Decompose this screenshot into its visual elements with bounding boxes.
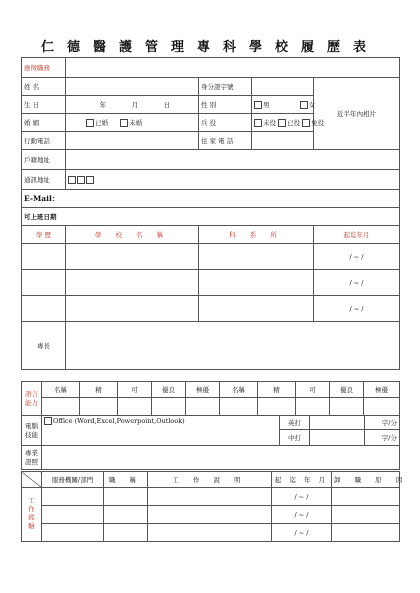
male-checkbox[interactable] [254, 101, 262, 109]
edu-header-period: 起迄年月 [314, 226, 400, 244]
not-served-checkbox[interactable] [254, 119, 262, 127]
edu-row [22, 296, 400, 322]
edu-period[interactable]: / ~ / [314, 296, 400, 322]
married-checkbox[interactable] [86, 119, 94, 127]
birth-field[interactable]: 年 月 日 [66, 96, 199, 114]
zip-box-1[interactable] [68, 176, 76, 184]
military-label: 兵 役 [199, 114, 252, 132]
mobile-label: 行動電話 [22, 132, 66, 150]
work-table: 服務機關/部門 職 稱 工 作 說 明 起 迄 年 月 卸 職 原 因 工作經驗 / ~ / / ~ / / ~ / [21, 471, 400, 542]
language-table: 語言能力 名稱 精 可 優良 極優 名稱 精 可 優良 極優 [21, 381, 400, 416]
email-field[interactable]: E-Mail： [22, 190, 400, 208]
language-row [22, 398, 400, 416]
edu-header-school: 學 校 名 稱 [66, 226, 199, 244]
photo-box[interactable]: 近半年內相片 [314, 78, 400, 150]
computer-label: 電腦技能 [22, 416, 42, 446]
birth-label: 生 日 [22, 96, 66, 114]
license-field[interactable] [42, 446, 400, 470]
home-phone-label: 住 家 電 話 [199, 132, 252, 150]
zip-box-3[interactable] [86, 176, 94, 184]
name-label: 姓 名 [22, 78, 66, 96]
mobile-field[interactable] [66, 132, 199, 150]
office-checkbox[interactable] [44, 417, 52, 425]
served-checkbox[interactable] [278, 119, 286, 127]
military-field: 未役 已役 免役 [252, 114, 314, 132]
language-label: 語言能力 [22, 382, 42, 416]
female-checkbox[interactable] [300, 101, 308, 109]
id-label: 身分證字號 [199, 78, 252, 96]
work-row: / ~ / [22, 506, 400, 524]
skills-field[interactable] [66, 322, 400, 370]
page-title: 仁德醫護管理專科學校履歷表 [40, 40, 379, 55]
mail-address-label: 通訊地址 [22, 170, 66, 190]
gender-label: 性 別 [199, 96, 252, 114]
apply-position-field[interactable] [66, 58, 400, 78]
registered-address-field[interactable] [66, 150, 400, 170]
start-date-field[interactable]: 可上班日期 [22, 208, 400, 226]
apply-position-label: 應徵職務 [22, 58, 66, 78]
single-checkbox[interactable] [120, 119, 128, 127]
edu-period[interactable]: / ~ / [314, 270, 400, 296]
name-field[interactable] [66, 78, 199, 96]
en-typing-field[interactable] [310, 416, 365, 430]
registered-address-label: 戶籍地址 [22, 150, 66, 170]
resume-table [21, 57, 400, 370]
work-corner [22, 472, 42, 488]
work-row: / ~ / [22, 524, 400, 542]
zip-box-2[interactable] [77, 176, 85, 184]
exempt-checkbox[interactable] [302, 119, 310, 127]
zh-typing-field[interactable] [310, 430, 365, 446]
mail-address-field[interactable] [66, 170, 400, 190]
id-field[interactable] [252, 78, 314, 96]
edu-row [22, 270, 400, 296]
work-label: 工作經驗 [22, 488, 42, 542]
home-phone-field[interactable] [252, 132, 314, 150]
edu-header-degree: 學 歷 [22, 226, 66, 244]
work-row: 工作經驗 / ~ / [22, 488, 400, 506]
marriage-field: 已婚 未婚 [66, 114, 199, 132]
edu-row [22, 244, 400, 270]
marriage-label: 婚 姻 [22, 114, 66, 132]
edu-header-dept: 科 系 所 [199, 226, 314, 244]
computer-table: 電腦技能 Office (Word,Excel,Powerpoint,Outlook) 英打 字/分 中打 字/分 專業證照 [21, 415, 400, 470]
gender-field: 男 女 [252, 96, 314, 114]
edu-period[interactable]: / ~ / [314, 244, 400, 270]
license-label: 專業證照 [22, 446, 42, 470]
skills-label: 專長 [22, 322, 66, 370]
office-field: Office (Word,Excel,Powerpoint,Outlook) [42, 416, 280, 446]
